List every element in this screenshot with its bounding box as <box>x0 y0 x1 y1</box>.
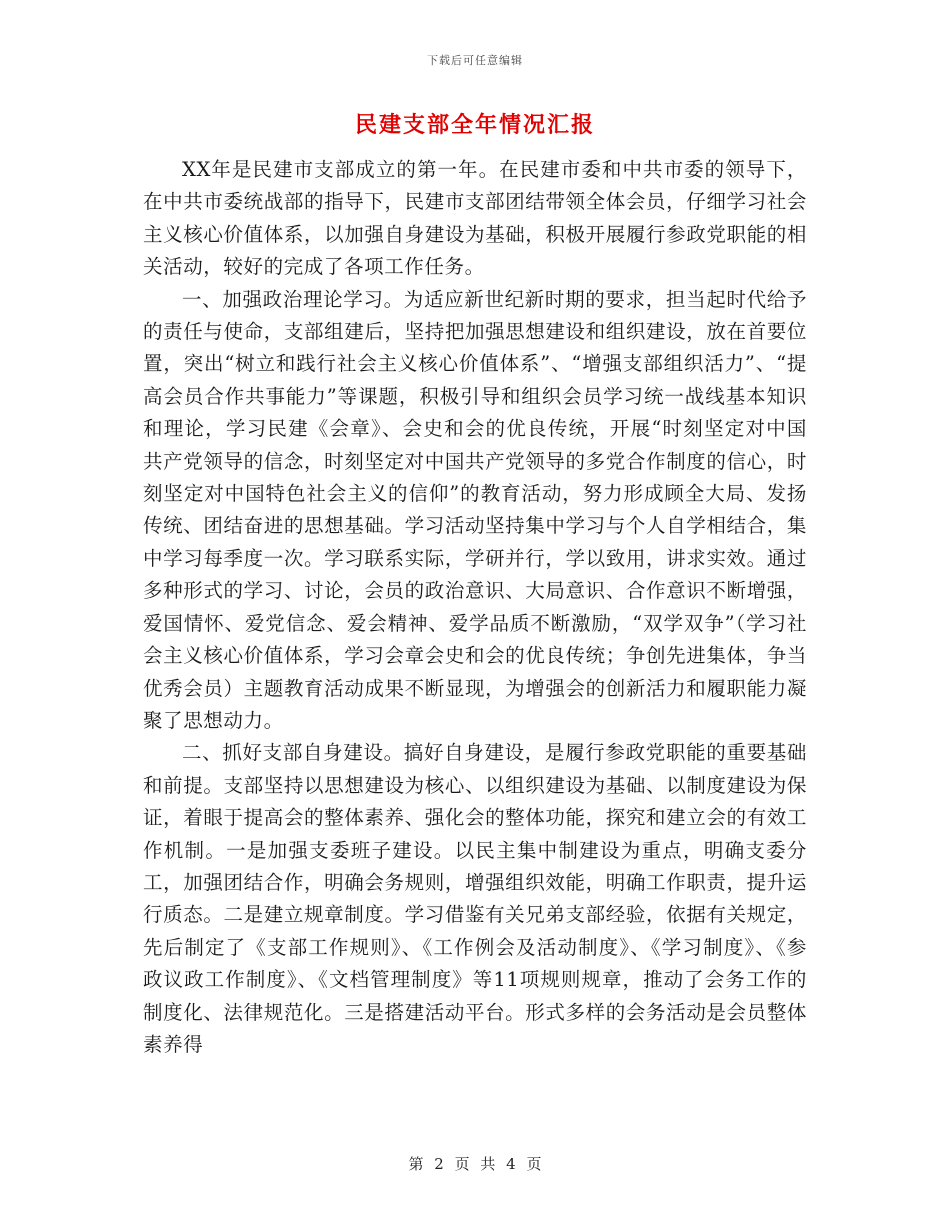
header-note: 下载后可任意编辑 <box>427 54 523 67</box>
page-number-footer: 第 2 页 共 4 页 <box>408 1155 542 1173</box>
document-title: 民建支部全年情况汇报 <box>354 112 595 138</box>
document-body <box>143 154 807 1061</box>
paragraph-intro: XX年是民建市支部成立的第一年。在民建市委和中共市委的领导下，在中共市委统战部的指导下，民建市支部团结带领全体会员，仔细学习社会主义核心价值体系，以加强自身建设为基础，积极开展履行参政党职能的相关活动，较好的完成了各项工作任务。 <box>143 158 807 279</box>
paragraph-section-2: 二、抓好支部自身建设。搞好自身建设，是履行参政党职能的重要基础和前提。支部坚持以思想建设为核心、以组织建设为基础、以制度建设为保证，着眼于提高会的整体素养、强化会的整体功能，探究和建立会的有效工作机制。一是加强支委班子建设。以民主集中制建设为重点，明确支委分工，加强团结合作，明确会务规则，增强组织效能，明确工作职责，提升运行质态。二是建立规章制度。学习借鉴有关兄弟支部经验，依据有关规定，先后制定了《支部工作规则》、《工作例会及活动制度》、《学习制度》、《参政议政工作制度》、《文档管理制度》等11项规则规章，推动了会务工作的制度化、法律规范化。三是搭建活动平台。形式多样的会务活动是会员整体素养得 <box>143 741 807 1056</box>
paragraph-section-1: 一、加强政治理论学习。为适应新世纪新时期的要求，担当起时代给予的责任与使命，支部组建后，坚持把加强思想建设和组织建设，放在首要位置，突出“树立和践行社会主义核心价值体系”、“增强支部组织活力”、“提高会员合作共事能力”等课题，积极引导和组织会员学习统一战线基本知识和理论，学习民建《会章》、会史和会的优良传统，开展“时刻坚定对中国共产党领导的信念，时刻坚定对中国共产党领导的多党合作制度的信心，时刻坚定对中国特色社会主义的信仰”的教育活动，努力形成顾全大局、发扬传统、团结奋进的思想基础。学习活动坚持集中学习与个人自学相结合，集中学习每季度一次。学习联系实际，学研并行，学以致用，讲求实效。通过多种形式的学习、讨论，会员的政治意识、大局意识、合作意识不断增强，爱国情怀、爱党信念、爱会精神、爱学品质不断激励，“双学双争”（学习社会主义核心价值体系，学习会章会史和会的优良传统；争创先进集体，争当优秀会员）主题教育活动成果不断显现，为增强会的创新活力和履职能力凝聚了思想动力。 <box>143 287 807 732</box>
